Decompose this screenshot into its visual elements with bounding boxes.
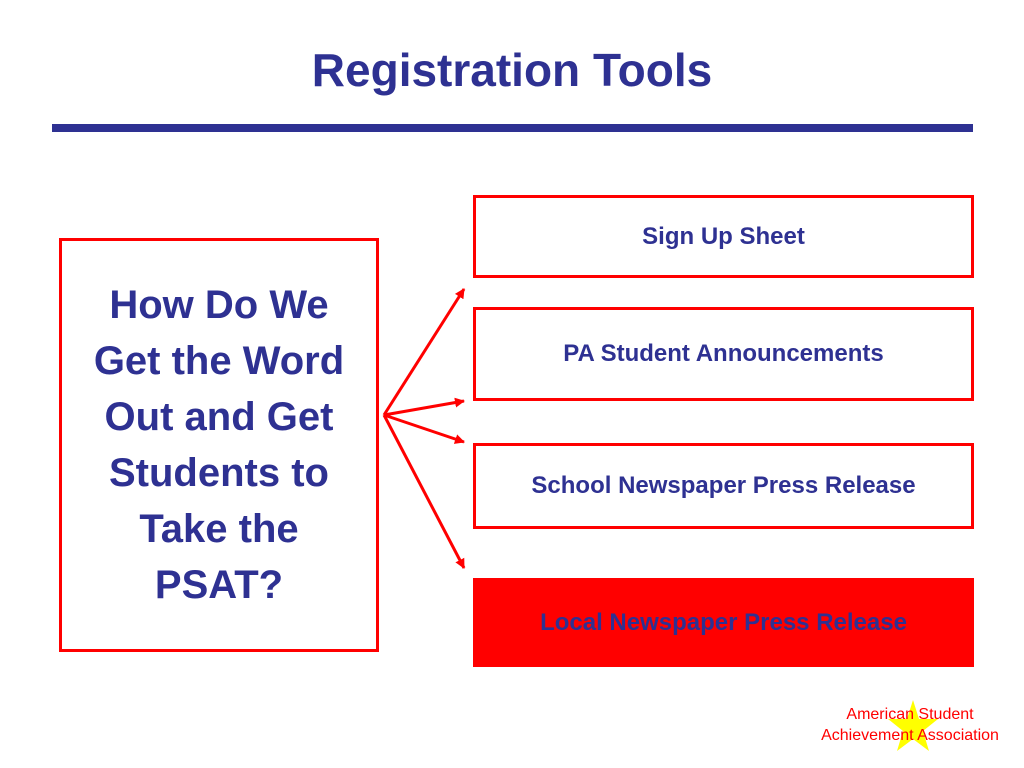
logo-line-1: American Student: [846, 706, 974, 723]
slide-title: Registration Tools: [311, 44, 713, 96]
logo-text: [800, 696, 1020, 746]
option-pa-student-announcements: PA Student Announcements: [473, 307, 974, 401]
title-divider: [52, 124, 973, 132]
arrow-to-pa-announcements: [384, 401, 464, 415]
option-local-newspaper-press-release: Local Newspaper Press Release: [473, 578, 974, 667]
option-school-newspaper-press-release: School Newspaper Press Release: [473, 443, 974, 529]
arrow-to-sign-up-sheet: [384, 289, 464, 415]
arrow-to-school-newspaper: [384, 415, 464, 442]
question-text: How Do We Get the Word Out and Get Students to Take the PSAT?: [93, 283, 345, 607]
logo-line-2: Achievement Association: [821, 727, 999, 744]
organization-logo: [800, 696, 1020, 760]
question-box: [59, 238, 379, 652]
arrow-to-local-newspaper: [384, 415, 464, 568]
option-sign-up-sheet: Sign Up Sheet: [473, 195, 974, 278]
